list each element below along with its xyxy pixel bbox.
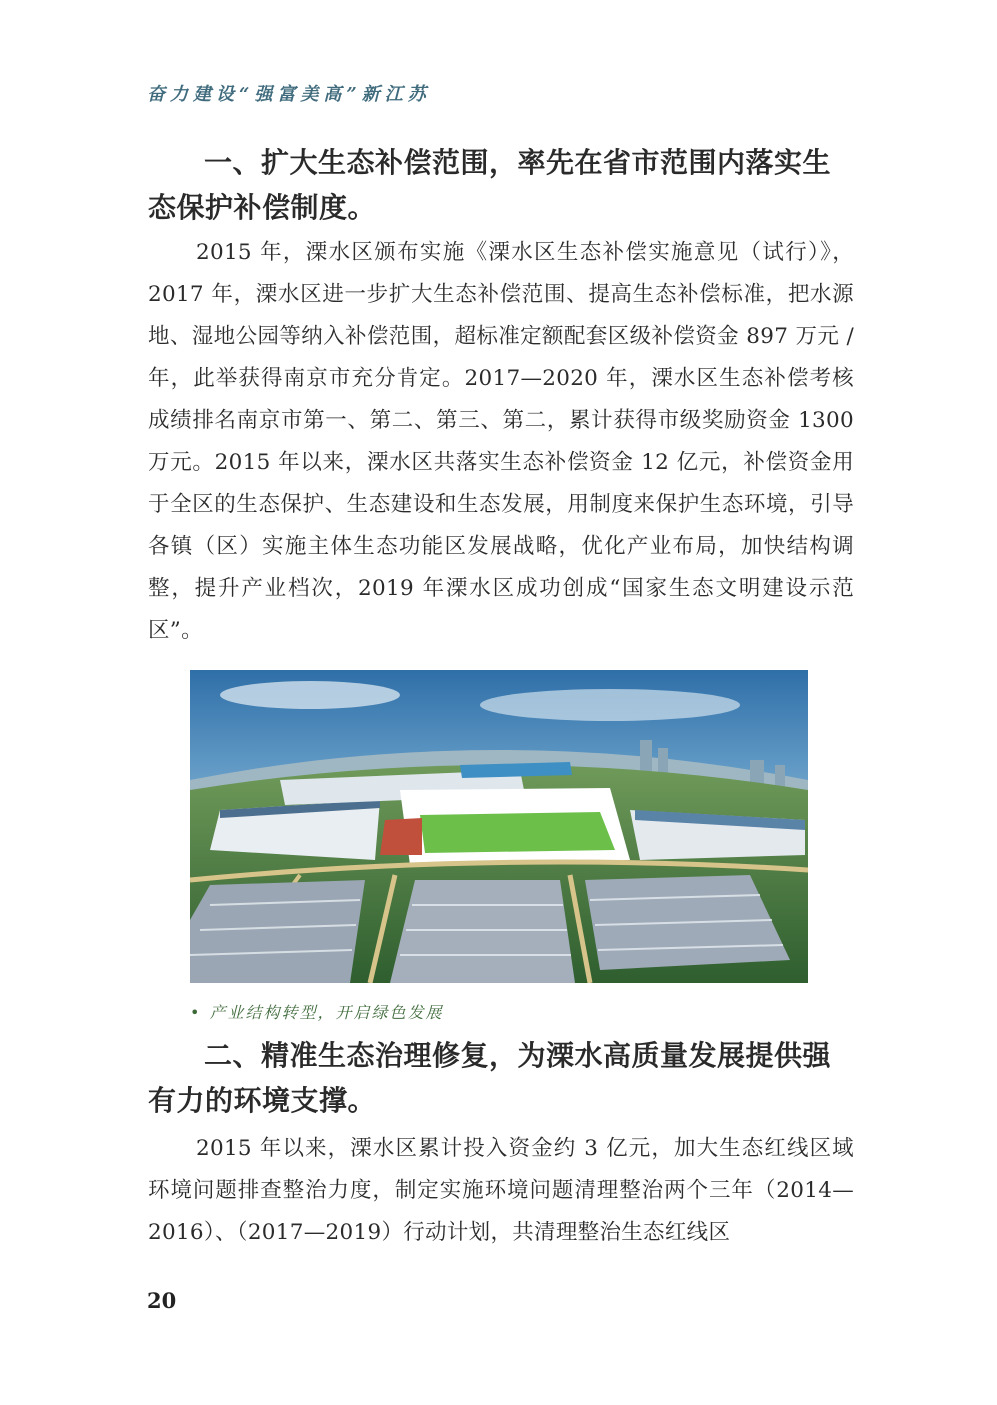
section-paragraph-1: 2015 年，溧水区颁布实施《溧水区生态补偿实施意见（试行）》，2017 年，溧水区进一步扩大生态补偿范围、提高生态补偿标准，把水源地、湿地公园等纳入补偿范围，超标准定额配套区级补偿资金 897 万元 / 年，此举获得南京市充分肯定。2017—2020 年，溧水区生态补偿考核成绩排名南京市第一、第二、第三、第二，累计获得市级奖励资金 1300 万元。2015 年以来，溧水区共落实生态补偿资金 12 亿元，补偿资金用于全区的生态保护、生态建设和生态发展，用制度来保护生态环境，引导各镇（区）实施主体生态功能区发展战略，优化产业布局，加快结构调整，提升产业档次，2019 年溧水区成功创成“国家生态文明建设示范区”。: [148, 240, 854, 643]
caption-bullet: •: [190, 1003, 202, 1022]
factory-aerial-photo: [190, 670, 808, 983]
figure-caption: [190, 1000, 443, 1023]
page-number: 20: [147, 1288, 177, 1313]
section-heading-1: 一、扩大生态补偿范围，率先在省市范围内落实生态保护补偿制度。: [148, 146, 832, 224]
running-header: 奋力建设“强富美高”新江苏: [147, 84, 431, 105]
section-heading-2: 二、精准生态治理修复，为溧水高质量发展提供强有力的环境支撑。: [148, 1039, 832, 1117]
section-paragraph-2: 2015 年以来，溧水区累计投入资金约 3 亿元，加大生态红线区域环境问题排查整治力度，制定实施环境问题清理整治两个三年（2014—2016）、（2017—2019）行动计划，共清理整治生态红线区: [148, 1136, 854, 1245]
caption-text: 产业结构转型，开启绿色发展: [209, 1003, 444, 1022]
